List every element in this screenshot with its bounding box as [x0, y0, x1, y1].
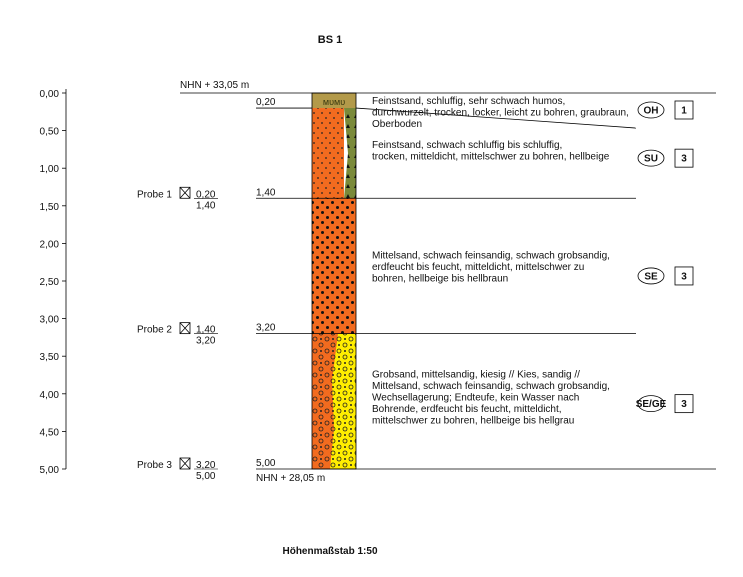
sample-from-depth: 0,20 — [196, 189, 216, 201]
depth-tick-label: 2,50 — [39, 277, 59, 288]
soil-class-value: 3 — [681, 399, 687, 411]
depth-tick-label: 4,00 — [39, 389, 59, 401]
depth-tick-label: 0,00 — [39, 89, 59, 100]
layer-description-line: Grobsand, mittelsandig, kiesig // Kies, sandig // — [372, 369, 580, 381]
sample-from-depth: 1,40 — [196, 324, 216, 336]
layer-description-line: Mittelsand, schwach feinsandig, schwach grobsandig, — [372, 250, 610, 262]
layer-description-line: Feinstsand, schluffig, sehr schwach humos, — [372, 96, 566, 107]
sample-to-depth: 1,40 — [196, 200, 216, 212]
depth-tick-label: 5,00 — [39, 465, 59, 476]
sample-label: Probe 2 — [136, 324, 172, 336]
soil-group-symbol: SE/GE — [635, 399, 667, 411]
soil-group-symbol: SE — [644, 271, 658, 283]
profile-title: BS 1 — [317, 34, 343, 46]
sample-to-depth: 5,00 — [196, 471, 216, 482]
layer-depth-label: 3,20 — [256, 322, 276, 334]
depth-tick-label: 4,50 — [39, 427, 59, 439]
sample-from-depth: 3,20 — [196, 460, 216, 471]
nhn-bottom-label: NHN + 28,05 m — [256, 473, 326, 484]
soil-class-value: 3 — [681, 271, 687, 283]
layer-description-line: erdfeucht bis feucht, mitteldicht, mittelschwer zu — [372, 261, 585, 273]
sample-label: Probe 3 — [136, 460, 172, 471]
layer-description-line: bohren, hellbeige bis hellbraun — [372, 273, 509, 285]
layer-description-line: Oberboden — [372, 119, 423, 130]
depth-tick-label: 1,50 — [39, 201, 59, 213]
layer-depth-label: 1,40 — [256, 187, 276, 199]
depth-tick-label: 0,50 — [39, 126, 59, 138]
soil-layer-fine-sand — [312, 108, 344, 198]
soil-group-symbol: SU — [644, 153, 658, 165]
soil-class-value: 3 — [681, 153, 687, 165]
soil-layer-medium-sand — [312, 198, 356, 333]
layer-depth-label: 5,00 — [256, 458, 276, 469]
sample-label: Probe 1 — [136, 189, 172, 201]
layer-description-line: durchwurzelt, trocken, locker, leicht zu bohren, graubraun, — [372, 107, 629, 119]
soil-class-value: 1 — [681, 105, 687, 117]
depth-tick-label: 2,00 — [39, 239, 59, 251]
layer-description-line: mittelschwer zu bohren, hellbeige bis hellgrau — [372, 415, 575, 427]
nhn-top-label: NHN + 33,05 m — [180, 80, 250, 91]
layer-depth-label: 0,20 — [256, 97, 276, 109]
layer-description-line: Wechsellagerung; Endteufe, kein Wasser nach — [372, 392, 580, 404]
soil-layer-silt — [344, 108, 356, 198]
scale-caption: Höhenmaßstab 1:50 — [282, 546, 378, 557]
sample-to-depth: 3,20 — [196, 335, 216, 347]
topsoil-symbol: ᴍᴜᴍᴜ — [322, 97, 346, 108]
layer-description-line: trocken, mitteldicht, mittelschwer zu bohren, hellbeige — [372, 151, 610, 163]
depth-tick-label: 3,50 — [39, 352, 59, 364]
depth-tick-label: 1,00 — [39, 164, 59, 176]
layer-description-line: Feinstsand, schwach schluffig bis schluffig, — [372, 140, 563, 152]
layer-description-line: Mittelsand, schwach feinsandig, schwach grobsandig, — [372, 381, 610, 393]
soil-group-symbol: OH — [643, 105, 659, 117]
layer-description-line: Bohrende, erdfeucht bis feucht, mitteldicht, — [372, 404, 562, 416]
depth-tick-label: 3,00 — [39, 314, 59, 326]
